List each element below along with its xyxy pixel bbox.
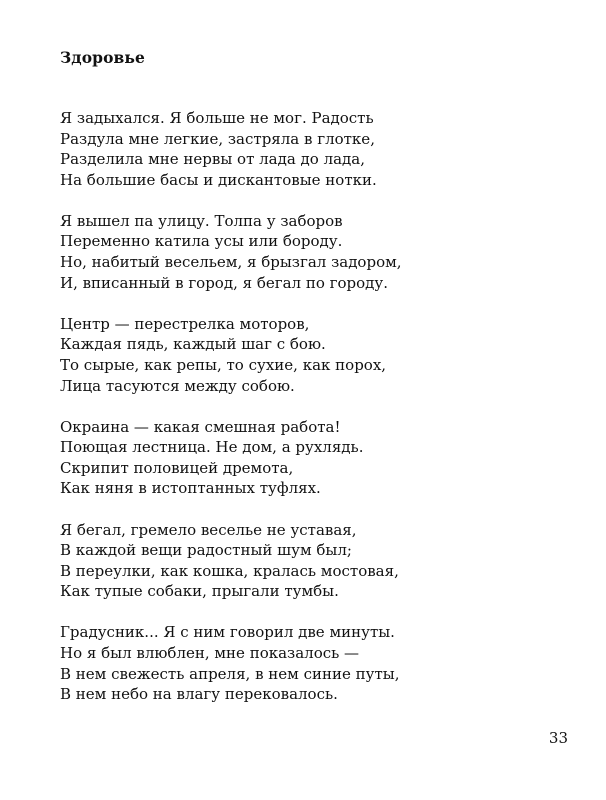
stanza	[60, 108, 580, 190]
stanza	[60, 211, 580, 293]
poem-line: Но я был влюблен, мне показалось —	[60, 643, 360, 662]
poem-line: Как няня в истоптанных туфлях.	[60, 479, 321, 498]
poem-line: Но, набитый весельем, я брызгал задором,	[60, 253, 402, 272]
poem-line: Разделила мне нервы от лада до лада,	[60, 150, 366, 169]
poem-line: То сырые, как репы, то сухие, как порох,	[60, 355, 387, 374]
poem-line: Поющая лестница. Не дом, а рухлядь.	[60, 438, 364, 457]
poem-body	[60, 108, 580, 725]
poem-line: Окраина — какая смешная работа!	[60, 417, 341, 436]
poem-line: Каждая пядь, каждый шаг с бою.	[60, 335, 326, 354]
poem-line: В переулки, как кошка, кралась мостовая,	[60, 561, 399, 580]
poem-line: Раздула мне легкие, застряла в глотке,	[60, 129, 375, 148]
poem-line: И, вписанный в город, я бегал по городу.	[60, 273, 388, 292]
stanza	[60, 417, 580, 499]
poem-line: Как тупые собаки, прыгали тумбы.	[60, 582, 339, 601]
poem-line: Центр — перестрелка моторов,	[60, 314, 310, 333]
poem-line: Градусник... Я с ним говорил две минуты.	[60, 623, 395, 642]
stanza	[60, 622, 580, 704]
poem-title: Здоровье	[60, 48, 145, 67]
poem-line: В каждой вещи радостный шум был;	[60, 541, 352, 560]
poem-line: Я задыхался. Я больше не мог. Радость	[60, 109, 374, 127]
poem-line: Я вышел па улицу. Толпа у заборов	[60, 211, 343, 230]
poem-line: На большие басы и дискантовые нотки.	[60, 170, 377, 189]
poem-line: Скрипит половицей дремота,	[60, 458, 294, 477]
poem-line: Переменно катила усы или бороду.	[60, 232, 343, 251]
poem-line: Я бегал, гремело веселье не уставая,	[60, 520, 357, 539]
page-number: 33	[548, 729, 568, 747]
poem-line: В нем свежесть апреля, в нем синие путы,	[60, 664, 400, 683]
poem-line: Лица тасуются между собою.	[60, 376, 295, 395]
stanza	[60, 314, 580, 396]
poem-line: В нем небо на влагу перековалось.	[60, 685, 338, 704]
stanza	[60, 520, 580, 602]
